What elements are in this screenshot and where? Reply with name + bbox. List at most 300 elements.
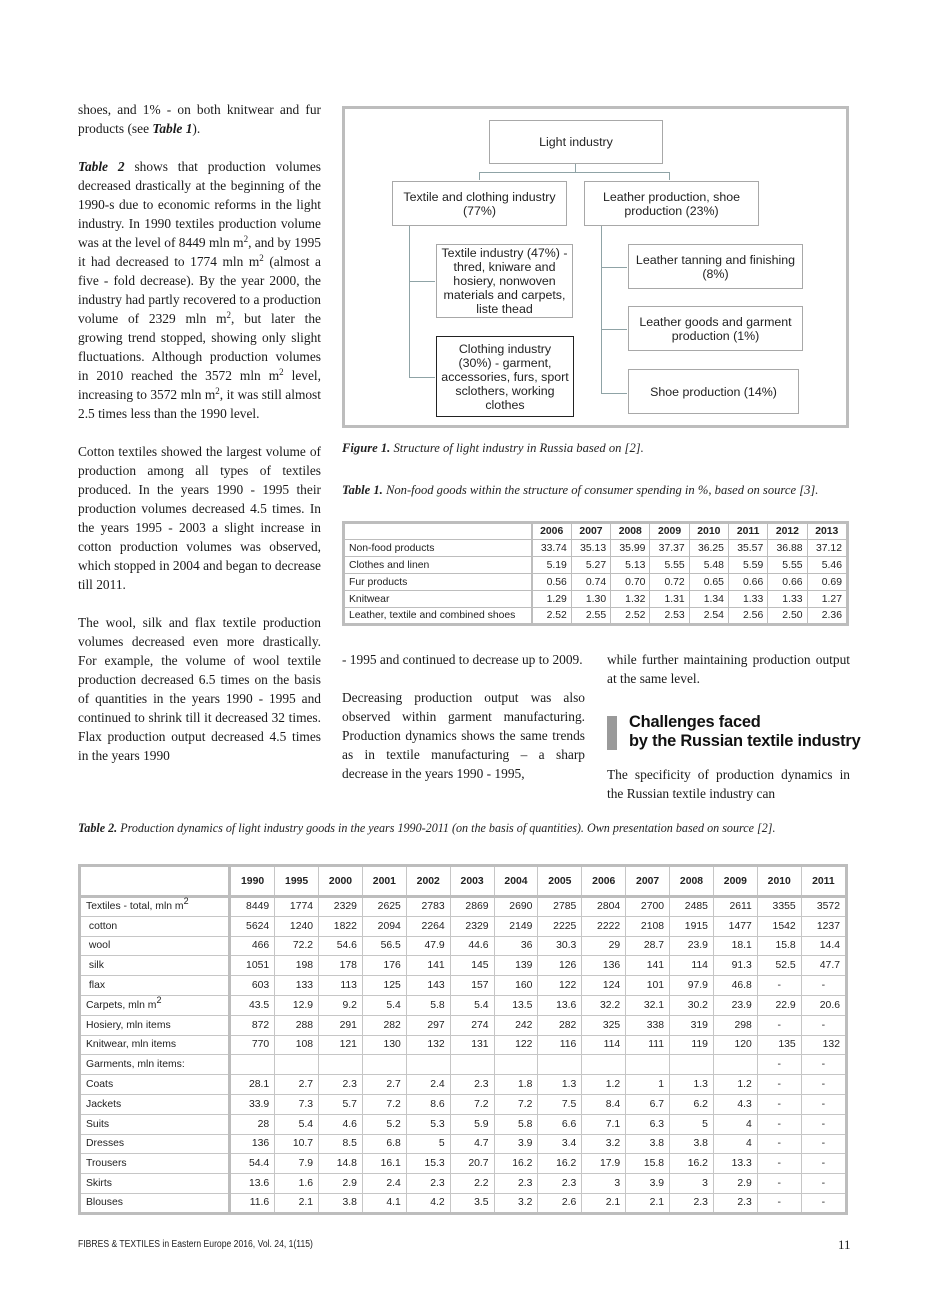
value-cell: 1542 [757, 916, 801, 936]
value-cell: 2222 [582, 916, 626, 936]
table-row [80, 1193, 847, 1213]
paragraph-wool-silk-flax: The wool, silk and flax textile production volumes decreased even more drastically. For example, the volume of wool textile production decreased 6.5 times on the basis of quantities in the years 1990 - 1995 and continued to shrink till it decreased 32 times. Flax production output decreased 4.5 times in the years 1990 [78, 615, 321, 763]
value-cell [319, 1055, 363, 1075]
heading-line: by the Russian textile industry [629, 732, 861, 750]
table-row [80, 1174, 847, 1194]
row-label-text: cotton [86, 920, 118, 932]
header-cell: 2011 [801, 866, 846, 897]
value-cell: 4.1 [362, 1193, 406, 1213]
value-cell: - [757, 1174, 801, 1194]
value-cell: 116 [538, 1035, 582, 1055]
value-cell: 2690 [494, 897, 538, 917]
table-row [80, 1075, 847, 1095]
row-label [80, 1193, 230, 1213]
value-cell: 6.3 [626, 1114, 670, 1134]
heading-accent-bar [607, 716, 617, 750]
value-cell: - [757, 1055, 801, 1075]
value-cell: - [801, 1193, 846, 1213]
value-cell: 3 [582, 1174, 626, 1194]
connector-line [479, 172, 480, 180]
value-cell [713, 1055, 757, 1075]
value-cell: 10.7 [275, 1134, 319, 1154]
value-cell: - [757, 1134, 801, 1154]
row-label-text: Suits [86, 1118, 110, 1130]
caption-text: Structure of light industry in Russia based on [2]. [390, 441, 644, 455]
value-cell: 2611 [713, 897, 757, 917]
value-cell: 8.5 [319, 1134, 363, 1154]
value-cell: 5.48 [689, 557, 728, 574]
value-cell: 5.2 [362, 1114, 406, 1134]
value-cell: 20.7 [450, 1154, 494, 1174]
value-cell: - [801, 976, 846, 996]
value-cell [230, 1055, 275, 1075]
value-cell: 16.2 [670, 1154, 714, 1174]
value-cell: 2329 [319, 897, 363, 917]
value-cell: 466 [230, 936, 275, 956]
value-cell: 8.6 [406, 1094, 450, 1114]
value-cell: 4.3 [713, 1094, 757, 1114]
value-cell: 2.3 [494, 1174, 538, 1194]
value-cell: 6.2 [670, 1094, 714, 1114]
value-cell [626, 1055, 670, 1075]
value-cell: 2.9 [713, 1174, 757, 1194]
value-cell: 2.9 [319, 1174, 363, 1194]
table-row [80, 1035, 847, 1055]
value-cell: 3.2 [494, 1193, 538, 1213]
value-cell: 23.9 [713, 995, 757, 1015]
value-cell: 36.25 [689, 540, 728, 557]
value-cell [450, 1055, 494, 1075]
value-cell: 37.37 [650, 540, 689, 557]
value-cell [275, 1055, 319, 1075]
row-label [80, 1154, 230, 1174]
value-cell: 2.3 [670, 1193, 714, 1213]
value-cell: 43.5 [230, 995, 275, 1015]
value-cell: 1.6 [275, 1174, 319, 1194]
value-cell: - [801, 1094, 846, 1114]
value-cell: 5.8 [406, 995, 450, 1015]
header-cell: 2011 [728, 523, 767, 540]
value-cell: 8.4 [582, 1094, 626, 1114]
value-cell: - [801, 1114, 846, 1134]
value-cell: 2.2 [450, 1174, 494, 1194]
value-cell: 297 [406, 1015, 450, 1035]
value-cell: 0.66 [728, 574, 767, 591]
caption-label: Table 2. [78, 821, 118, 835]
value-cell: 3.9 [626, 1174, 670, 1194]
value-cell: 178 [319, 956, 363, 976]
value-cell: 2264 [406, 916, 450, 936]
row-label-text: Coats [86, 1079, 114, 1091]
node-leather-tanning: Leather tanning and finishing (8%) [628, 244, 803, 289]
table-row [80, 976, 847, 996]
value-cell: 119 [670, 1035, 714, 1055]
value-cell: 1.2 [713, 1075, 757, 1095]
value-cell: 5.7 [319, 1094, 363, 1114]
value-cell: 5.13 [611, 557, 650, 574]
value-cell: 141 [626, 956, 670, 976]
connector-line [601, 225, 602, 394]
value-cell: 15.8 [626, 1154, 670, 1174]
value-cell: 2108 [626, 916, 670, 936]
value-cell: - [801, 1154, 846, 1174]
value-cell: 1.34 [689, 591, 728, 608]
caption-text: Non-food goods within the structure of consumer spending in %, based on source [3]. [382, 483, 819, 497]
node-leather-shoe: Leather production, shoe production (23%) [584, 181, 759, 226]
table-row [80, 995, 847, 1015]
value-cell: 0.69 [807, 574, 847, 591]
value-cell: 2.3 [450, 1075, 494, 1095]
value-cell: 319 [670, 1015, 714, 1035]
value-cell: 5.4 [275, 1114, 319, 1134]
value-cell: 15.8 [757, 936, 801, 956]
table1-reference: Table 1 [152, 121, 193, 136]
value-cell: 1.27 [807, 591, 847, 608]
row-label-text: wool [86, 940, 111, 952]
value-cell: 126 [538, 956, 582, 976]
value-cell: 242 [494, 1015, 538, 1035]
value-cell: 2783 [406, 897, 450, 917]
value-cell: 56.5 [362, 936, 406, 956]
value-cell: 1 [626, 1075, 670, 1095]
header-cell: 2005 [538, 866, 582, 897]
value-cell: 132 [406, 1035, 450, 1055]
row-label-text: Skirts [86, 1178, 112, 1190]
value-cell: 3.4 [538, 1134, 582, 1154]
node-clothing-industry: Clothing industry (30%) - garment, accessories, furs, sport sclothers, working clothes [436, 336, 574, 417]
value-cell: 2.1 [275, 1193, 319, 1213]
figure1-diagram [342, 106, 849, 428]
value-cell: 72.2 [275, 936, 319, 956]
value-cell: 198 [275, 956, 319, 976]
value-cell: 3.8 [670, 1134, 714, 1154]
value-cell: 17.9 [582, 1154, 626, 1174]
header-cell: 2010 [757, 866, 801, 897]
value-cell: 28 [230, 1114, 275, 1134]
text-span: shoes, and 1% - on both knitwear and fur products (see [78, 102, 321, 136]
value-cell: 2.56 [728, 608, 767, 625]
header-cell: 2002 [406, 866, 450, 897]
value-cell: 2149 [494, 916, 538, 936]
header-cell: 2003 [450, 866, 494, 897]
header-cell: 2006 [582, 866, 626, 897]
table-row [80, 916, 847, 936]
value-cell: 1.3 [670, 1075, 714, 1095]
value-cell: 1.32 [611, 591, 650, 608]
value-cell: 2.3 [713, 1193, 757, 1213]
row-label-text: silk [86, 960, 104, 972]
value-cell: 136 [230, 1134, 275, 1154]
value-cell: 7.2 [494, 1094, 538, 1114]
value-cell: 1.2 [582, 1075, 626, 1095]
node-light-industry: Light industry [489, 120, 663, 164]
header-cell [344, 523, 532, 540]
superscript: 2 [259, 253, 264, 263]
value-cell: 54.4 [230, 1154, 275, 1174]
header-cell: 2007 [626, 866, 670, 897]
figure1-caption [342, 441, 849, 455]
value-cell: 2225 [538, 916, 582, 936]
value-cell: 91.3 [713, 956, 757, 976]
value-cell: 46.8 [713, 976, 757, 996]
value-cell: 5.8 [494, 1114, 538, 1134]
value-cell: 5.46 [807, 557, 847, 574]
value-cell: - [757, 976, 801, 996]
value-cell: 7.3 [275, 1094, 319, 1114]
value-cell: 2700 [626, 897, 670, 917]
header-cell: 2010 [689, 523, 728, 540]
value-cell: - [757, 1075, 801, 1095]
value-cell [582, 1055, 626, 1075]
value-cell: 603 [230, 976, 275, 996]
value-cell: 1.33 [768, 591, 807, 608]
value-cell: 2.3 [538, 1174, 582, 1194]
value-cell: 5.27 [571, 557, 610, 574]
caption-label: Table 1. [342, 483, 383, 497]
connector-line [601, 329, 627, 330]
value-cell: 114 [670, 956, 714, 976]
value-cell: 35.99 [611, 540, 650, 557]
value-cell: 2804 [582, 897, 626, 917]
connector-line [409, 377, 435, 378]
value-cell: 12.9 [275, 995, 319, 1015]
superscript: 2 [243, 234, 249, 244]
value-cell: 7.5 [538, 1094, 582, 1114]
connector-line [409, 281, 435, 282]
middle-text-column [342, 650, 585, 783]
value-cell: 0.56 [532, 574, 572, 591]
table-header-row [80, 866, 847, 897]
value-cell: 2329 [450, 916, 494, 936]
value-cell: 13.6 [230, 1174, 275, 1194]
value-cell: 5.4 [450, 995, 494, 1015]
value-cell: 0.66 [768, 574, 807, 591]
value-cell: - [757, 1154, 801, 1174]
value-cell: 2.55 [571, 608, 610, 625]
table1-caption [342, 483, 852, 497]
table-row [80, 956, 847, 976]
value-cell: 120 [713, 1035, 757, 1055]
right-text-column [607, 650, 850, 707]
value-cell: 4.6 [319, 1114, 363, 1134]
value-cell: - [757, 1193, 801, 1213]
caption-text: Production dynamics of light industry goods in the years 1990-2011 (on the basis of quantities). Own presentation based on source [2]. [117, 821, 776, 835]
value-cell: 2.4 [406, 1075, 450, 1095]
table-row [344, 591, 848, 608]
value-cell: 9.2 [319, 995, 363, 1015]
value-cell: 29 [582, 936, 626, 956]
value-cell: 13.5 [494, 995, 538, 1015]
value-cell: 47.7 [801, 956, 846, 976]
value-cell: 20.6 [801, 995, 846, 1015]
value-cell: 288 [275, 1015, 319, 1035]
value-cell: 145 [450, 956, 494, 976]
value-cell: 7.1 [582, 1114, 626, 1134]
value-cell: 1.33 [728, 591, 767, 608]
row-label: Non-food products [344, 540, 532, 557]
text-span: ). [192, 121, 201, 136]
value-cell: 0.74 [571, 574, 610, 591]
value-cell: 176 [362, 956, 406, 976]
header-cell: 2000 [319, 866, 363, 897]
value-cell: 139 [494, 956, 538, 976]
table-row [80, 897, 847, 917]
superscript: 2 [226, 310, 232, 320]
text-span: shows that production volumes decreased drastically at the beginning of the 1990-s due to economic reforms in the light industry. In 1990 textiles production volume was at the level of 8449 mln m [78, 159, 321, 250]
value-cell: 6.6 [538, 1114, 582, 1134]
row-label [80, 1035, 230, 1055]
header-cell: 2008 [611, 523, 650, 540]
header-cell: 2006 [532, 523, 572, 540]
value-cell: 15.3 [406, 1154, 450, 1174]
value-cell: 2.1 [626, 1193, 670, 1213]
value-cell: 1822 [319, 916, 363, 936]
value-cell: 18.1 [713, 936, 757, 956]
value-cell: 28.7 [626, 936, 670, 956]
row-label [80, 1094, 230, 1114]
value-cell: 30.3 [538, 936, 582, 956]
value-cell: 5.55 [650, 557, 689, 574]
row-label-text: Jackets [86, 1098, 122, 1110]
value-cell: 44.6 [450, 936, 494, 956]
value-cell: 23.9 [670, 936, 714, 956]
superscript: 2 [215, 386, 220, 396]
row-label-text: Blouses [86, 1197, 123, 1209]
value-cell: 1774 [275, 897, 319, 917]
value-cell: 32.1 [626, 995, 670, 1015]
paragraph-table1-reference [78, 100, 321, 138]
value-cell: 0.72 [650, 574, 689, 591]
value-cell: 11.6 [230, 1193, 275, 1213]
table-row [344, 557, 848, 574]
header-cell: 2012 [768, 523, 807, 540]
value-cell: - [757, 1015, 801, 1035]
row-label [80, 995, 230, 1015]
value-cell: 3.5 [450, 1193, 494, 1213]
value-cell: - [801, 1015, 846, 1035]
connector-line [601, 393, 627, 394]
superscript: 2 [183, 896, 189, 907]
value-cell: 2.3 [406, 1174, 450, 1194]
row-label-text: Garments, mln items: [86, 1059, 185, 1071]
value-cell [494, 1055, 538, 1075]
value-cell: 122 [538, 976, 582, 996]
value-cell: 770 [230, 1035, 275, 1055]
value-cell: 4 [713, 1114, 757, 1134]
paragraph-flax-continued: - 1995 and continued to decrease up to 2009. [342, 652, 583, 667]
paragraph-output-level: while further maintaining production output at the same level. [607, 652, 850, 686]
left-text-column [78, 100, 321, 765]
header-cell: 2009 [713, 866, 757, 897]
row-label: Leather, textile and combined shoes [344, 608, 532, 625]
row-label [80, 916, 230, 936]
text-span: , it was still almost 2.5 times less than the 1990 level. [78, 387, 321, 421]
value-cell: 4.7 [450, 1134, 494, 1154]
value-cell: 2.52 [532, 608, 572, 625]
value-cell: 30.2 [670, 995, 714, 1015]
value-cell: 13.6 [538, 995, 582, 1015]
table-row [80, 1154, 847, 1174]
value-cell: 2.7 [362, 1075, 406, 1095]
value-cell: 32.2 [582, 995, 626, 1015]
value-cell: 6.8 [362, 1134, 406, 1154]
header-cell: 1990 [230, 866, 275, 897]
table-row [80, 1134, 847, 1154]
superscript: 2 [279, 367, 284, 377]
text-span: , but later the growing trend stopped, showing only slight fluctuations. Although production volumes in 2010 reached the 3572 mln m [78, 311, 321, 383]
connector-line [479, 172, 670, 173]
value-cell: 2625 [362, 897, 406, 917]
value-cell: 3572 [801, 897, 846, 917]
value-cell: 3.2 [582, 1134, 626, 1154]
value-cell: 143 [406, 976, 450, 996]
value-cell: 5 [670, 1114, 714, 1134]
value-cell: 111 [626, 1035, 670, 1055]
value-cell: 0.65 [689, 574, 728, 591]
value-cell: 2.1 [582, 1193, 626, 1213]
row-label [80, 1174, 230, 1194]
value-cell: 33.9 [230, 1094, 275, 1114]
value-cell: 35.57 [728, 540, 767, 557]
value-cell: 36 [494, 936, 538, 956]
value-cell: 2.50 [768, 608, 807, 625]
value-cell: 114 [582, 1035, 626, 1055]
value-cell: 13.3 [713, 1154, 757, 1174]
row-label: Fur products [344, 574, 532, 591]
value-cell: 136 [582, 956, 626, 976]
value-cell: 2869 [450, 897, 494, 917]
value-cell: 2094 [362, 916, 406, 936]
value-cell: 5.9 [450, 1114, 494, 1134]
value-cell: 5.55 [768, 557, 807, 574]
value-cell: 160 [494, 976, 538, 996]
value-cell: 0.70 [611, 574, 650, 591]
value-cell: 2.36 [807, 608, 847, 625]
value-cell: 157 [450, 976, 494, 996]
value-cell: 1.29 [532, 591, 572, 608]
value-cell: 2.4 [362, 1174, 406, 1194]
value-cell: 5.3 [406, 1114, 450, 1134]
value-cell: 7.2 [362, 1094, 406, 1114]
value-cell: 52.5 [757, 956, 801, 976]
table1-consumer-spending [342, 521, 849, 626]
table-row [80, 936, 847, 956]
value-cell: 5.19 [532, 557, 572, 574]
row-label-text: Hosiery, mln items [86, 1019, 171, 1031]
row-label: Clothes and linen [344, 557, 532, 574]
value-cell: 291 [319, 1015, 363, 1035]
value-cell: 14.8 [319, 1154, 363, 1174]
value-cell: 35.13 [571, 540, 610, 557]
value-cell: - [801, 1174, 846, 1194]
header-cell: 2001 [362, 866, 406, 897]
row-label-text: flax [86, 980, 106, 992]
value-cell: 37.12 [807, 540, 847, 557]
value-cell: 47.9 [406, 936, 450, 956]
value-cell: 125 [362, 976, 406, 996]
header-cell: 2004 [494, 866, 538, 897]
table-row [80, 1114, 847, 1134]
value-cell: - [801, 1134, 846, 1154]
value-cell: 4.2 [406, 1193, 450, 1213]
value-cell: 16.2 [538, 1154, 582, 1174]
value-cell: 3 [670, 1174, 714, 1194]
text-span: level, increasing to 3572 mln m [78, 368, 321, 402]
table-row [344, 608, 848, 625]
value-cell: 338 [626, 1015, 670, 1035]
value-cell: 101 [626, 976, 670, 996]
value-cell: 2.6 [538, 1193, 582, 1213]
